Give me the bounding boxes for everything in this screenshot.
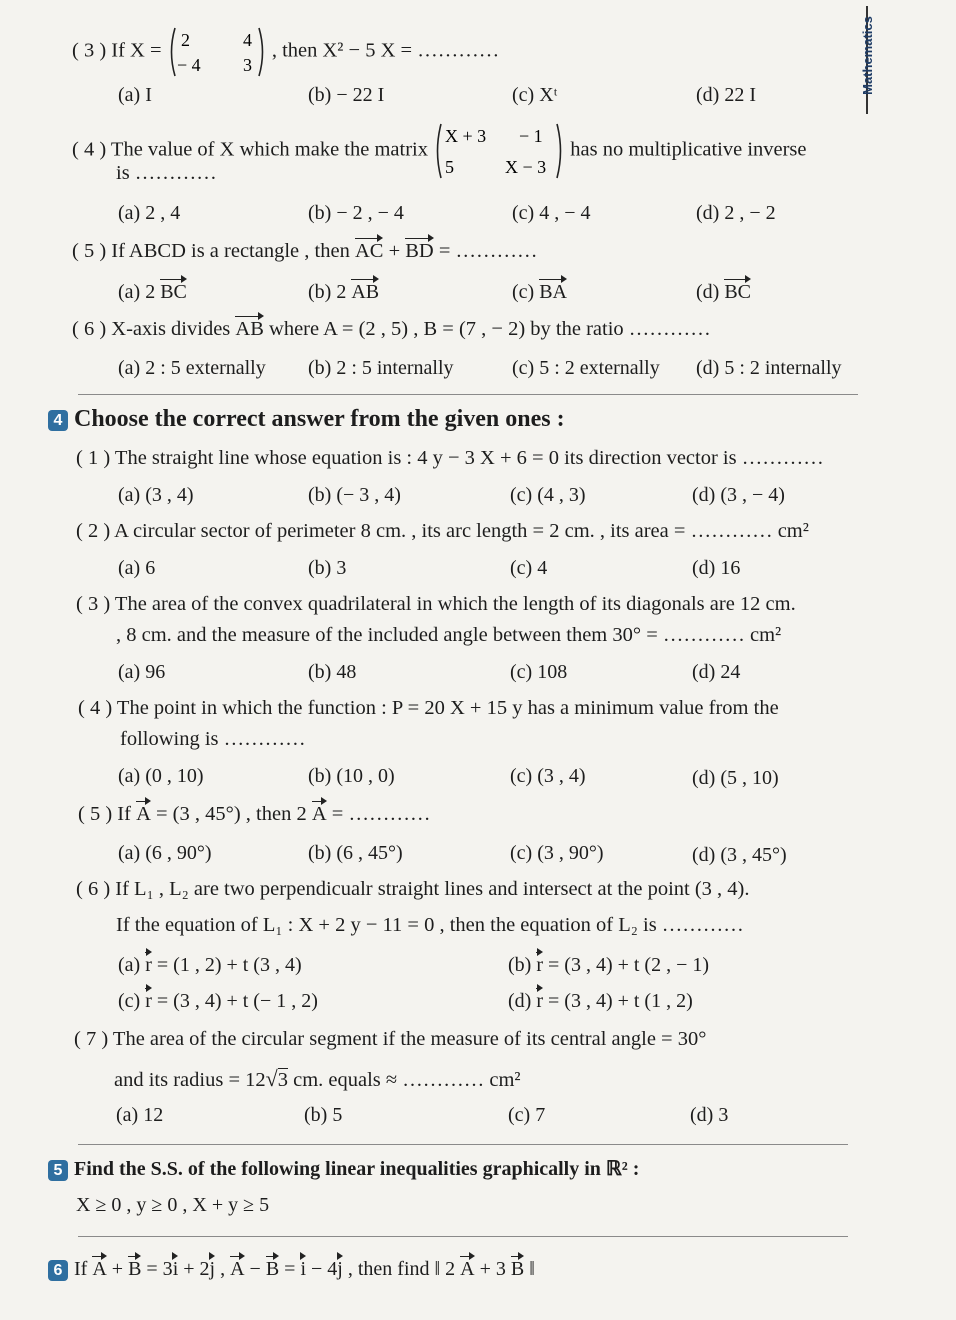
option-d[interactable]: (d) (3 , 45°) <box>692 844 787 866</box>
option-c[interactable]: (c) (4 , 3) <box>510 484 586 506</box>
s4-question-4 <box>78 697 779 720</box>
s4-question-6 <box>76 878 750 901</box>
option-b[interactable] <box>508 954 709 977</box>
section-5-heading <box>48 1156 639 1181</box>
option-d[interactable]: (d) (5 , 10) <box>692 767 779 789</box>
operator: = <box>284 1258 296 1280</box>
unit-vector-j: j <box>209 1258 216 1280</box>
option-expression: = (3 , 4) + t (− 1 , 2) <box>156 990 318 1012</box>
question-text: The area of the circular segment if the measure of its central angle = 30° <box>112 1028 707 1050</box>
section-title: Find the S.S. of the following linear inequalities graphically in ℝ² : <box>74 1158 640 1180</box>
section-6-question <box>48 1258 535 1281</box>
option-b[interactable]: (b) − 22 I <box>308 84 385 106</box>
option-expression: = (3 , 4) + t (2 , − 1) <box>548 954 710 976</box>
question-text: − 4 <box>311 1258 338 1280</box>
vector-b: B <box>265 1258 280 1280</box>
option-a[interactable]: (a) 6 <box>118 557 156 579</box>
question-text: = ………… <box>331 803 431 825</box>
option-b[interactable]: (b) (− 3 , 4) <box>308 484 401 506</box>
matrix-cell: 4 <box>242 30 252 50</box>
question-text: If L₁ , L₂ are two perpendicualr straight lines and intersect at the point (3 , 4). <box>115 878 750 900</box>
vector-a: A <box>92 1258 107 1280</box>
question-number: ( 7 ) <box>74 1028 109 1050</box>
question-number: ( 4 ) <box>72 138 107 161</box>
option-c[interactable]: (c) 5 : 2 externally <box>512 357 660 379</box>
option-a[interactable]: (a) 96 <box>118 661 166 683</box>
unit-vector-j: j <box>337 1258 343 1280</box>
s4-question-5 <box>78 803 430 826</box>
question-text-continuation: If the equation of L₁ : X + 2 y − 11 = 0 , then the equation of L₂ is ………… <box>116 914 744 936</box>
divider <box>78 1236 848 1237</box>
option-d[interactable]: (d) 22 I <box>696 84 756 106</box>
question-text: If ABCD is a rectangle , then <box>111 240 350 262</box>
section-title: Choose the correct answer from the given ones : <box>74 406 565 432</box>
question-text: If X = <box>111 39 162 62</box>
question-text-continuation: , 8 cm. and the measure of the included angle between them 30° = ………… cm² <box>116 624 782 646</box>
vector-a: A <box>460 1258 475 1280</box>
s4-question-3 <box>76 593 796 616</box>
question-text-continuation: following is ………… <box>120 728 306 750</box>
question-text: If <box>117 803 131 825</box>
question-text: If <box>74 1258 88 1280</box>
option-vector: BC <box>160 281 187 303</box>
vector-r: r <box>145 954 152 976</box>
matrix-cell: 3 <box>242 55 252 75</box>
option-c[interactable]: (c) 4 , − 4 <box>512 202 591 224</box>
option-vector: AB <box>351 281 380 303</box>
sqrt-symbol: √ <box>265 1066 278 1091</box>
question-text: = 3 <box>146 1258 173 1280</box>
option-b[interactable]: (b) − 2 , − 4 <box>308 202 404 224</box>
option-label: (d) <box>696 281 720 303</box>
divider <box>78 1144 848 1145</box>
question-text: where A = (2 , 5) , B = (7 , − 2) by the ratio ………… <box>269 318 711 340</box>
question-number: ( 5 ) <box>78 803 113 825</box>
vector-bd: BD <box>405 240 434 262</box>
matrix-cell: X + 3 <box>445 126 487 146</box>
option-c[interactable]: (c) Xᵗ <box>512 84 558 106</box>
question-top-3 <box>72 26 499 78</box>
vector-b: B <box>510 1258 525 1280</box>
vector-ab: AB <box>235 318 264 340</box>
section-number-badge: 4 <box>48 410 68 431</box>
operator: + <box>388 240 401 262</box>
divider <box>78 394 858 395</box>
matrix-cell: − 1 <box>519 126 543 146</box>
matrix-cell: 5 <box>445 157 455 177</box>
question-text: has no multiplicative inverse <box>570 138 807 161</box>
question-number: ( 6 ) <box>72 318 107 340</box>
question-text: , then X² − 5 X = ………… <box>271 39 500 62</box>
question-text: The area of the convex quadrilateral in which the length of its diagonals are 12 cm. <box>114 593 796 615</box>
question-number: ( 3 ) <box>72 39 107 62</box>
question-text: The point in which the function : P = 20 X + 15 y has a minimum value from the <box>116 697 779 719</box>
option-label: (c) <box>118 990 141 1012</box>
sqrt-radicand: 3 <box>277 1069 288 1091</box>
question-text: , then find ‖ 2 <box>347 1258 456 1280</box>
question-number: ( 6 ) <box>76 878 111 900</box>
vector-r: r <box>536 990 543 1012</box>
vector-a: A <box>136 803 151 825</box>
option-c[interactable] <box>512 281 567 304</box>
option-d[interactable]: (d) (3 , − 4) <box>692 484 785 506</box>
question-text: + 2 <box>183 1258 210 1280</box>
option-a[interactable]: (a) 2 , 4 <box>118 202 181 224</box>
option-c[interactable]: (c) 7 <box>508 1104 546 1126</box>
option-b[interactable]: (b) 3 <box>308 557 347 579</box>
option-a[interactable]: (a) (3 , 4) <box>118 484 194 506</box>
option-label: (b) 2 <box>308 281 347 303</box>
section-number-badge: 6 <box>48 1260 68 1281</box>
option-c[interactable]: (c) (3 , 4) <box>510 765 586 787</box>
question-number: ( 5 ) <box>72 240 107 262</box>
option-a[interactable] <box>118 954 302 977</box>
option-d[interactable]: (d) 3 <box>690 1104 729 1126</box>
subject-side-tab <box>859 6 892 114</box>
question-text-continuation: is ………… <box>116 162 217 184</box>
matrix-cell: 2 <box>180 30 190 50</box>
question-text: X-axis divides <box>111 318 231 340</box>
question-number: ( 1 ) <box>76 447 111 469</box>
question-text: and its radius = 12 <box>114 1069 266 1091</box>
operator: − <box>249 1258 261 1280</box>
option-b[interactable] <box>308 281 379 304</box>
option-label: (b) <box>508 954 532 976</box>
option-b[interactable]: (b) 5 <box>304 1104 343 1126</box>
option-a[interactable]: (a) I <box>118 84 152 106</box>
option-a[interactable]: (a) (0 , 10) <box>118 765 204 787</box>
vector-r: r <box>536 954 543 976</box>
vector-a: A <box>311 803 327 825</box>
vector-a: A <box>230 1258 245 1280</box>
option-c[interactable] <box>118 990 318 1013</box>
option-b[interactable]: (b) (6 , 45°) <box>308 842 403 864</box>
option-expression: = (3 , 4) + t (1 , 2) <box>548 990 693 1012</box>
option-a[interactable]: (a) 2 : 5 externally <box>118 357 266 379</box>
option-d[interactable]: (d) 2 , − 2 <box>696 202 776 224</box>
option-c[interactable]: (c) 108 <box>510 661 568 683</box>
option-label: (a) <box>118 954 141 976</box>
question-number: ( 2 ) <box>76 520 111 542</box>
s4-question-1 <box>76 447 824 470</box>
option-d[interactable]: (d) 24 <box>692 661 741 683</box>
question-text: = ………… <box>438 240 538 262</box>
option-c[interactable]: (c) (3 , 90°) <box>510 842 604 864</box>
question-text: The straight line whose equation is : 4 y − 3 X + 6 = 0 its direction vector is ………… <box>114 447 824 469</box>
option-a[interactable]: (a) (6 , 90°) <box>118 842 212 864</box>
inequalities-line: X ≥ 0 , y ≥ 0 , X + y ≥ 5 <box>76 1194 270 1216</box>
norm-bar: ‖ <box>529 1258 535 1280</box>
question-text: + 3 <box>479 1258 506 1280</box>
question-number: ( 4 ) <box>78 697 113 719</box>
section-number-badge: 5 <box>48 1160 68 1181</box>
option-d[interactable] <box>696 281 751 304</box>
option-d[interactable]: (d) 5 : 2 internally <box>696 357 842 379</box>
unit-vector-i: i <box>172 1258 179 1280</box>
matrix-singular <box>433 122 565 180</box>
option-a[interactable]: (a) 12 <box>116 1104 164 1126</box>
question-top-5 <box>72 240 538 263</box>
option-label: (c) <box>512 281 535 303</box>
separator: , <box>220 1258 226 1280</box>
question-text: = (3 , 45°) , then 2 <box>156 803 307 825</box>
question-text-continuation <box>114 1066 521 1092</box>
option-label: (d) <box>508 990 532 1012</box>
option-d[interactable]: (d) 16 <box>692 557 741 579</box>
matrix-x <box>167 26 267 78</box>
option-b[interactable]: (b) 2 : 5 internally <box>308 357 454 379</box>
option-b[interactable]: (b) 48 <box>308 661 357 683</box>
subject-label: Mathematics <box>859 16 875 95</box>
question-text: The value of X which make the matrix <box>110 138 428 161</box>
option-vector: BC <box>724 281 752 303</box>
option-expression: = (1 , 2) + t (3 , 4) <box>156 954 302 976</box>
vector-b: B <box>128 1258 142 1280</box>
option-label: (a) 2 <box>118 281 156 303</box>
s4-question-2 <box>76 520 809 543</box>
vector-r: r <box>145 990 152 1012</box>
option-vector: BA <box>539 281 567 303</box>
matrix-cell: X − 3 <box>505 157 547 177</box>
section-4-heading <box>48 406 565 433</box>
s4-question-7 <box>74 1028 706 1051</box>
option-b[interactable]: (b) (10 , 0) <box>308 765 395 787</box>
question-text: cm. equals ≈ ………… cm² <box>293 1069 521 1091</box>
unit-vector-i: i <box>300 1258 307 1280</box>
option-c[interactable]: (c) 4 <box>510 557 548 579</box>
option-a[interactable] <box>118 281 187 304</box>
option-d[interactable] <box>508 990 693 1013</box>
question-text: A circular sector of perimeter 8 cm. , its arc length = 2 cm. , its area = ………… cm² <box>114 520 809 542</box>
operator: + <box>111 1258 124 1280</box>
vector-ac: AC <box>354 240 384 262</box>
question-top-6 <box>72 318 711 341</box>
question-number: ( 3 ) <box>76 593 111 615</box>
matrix-cell: − 4 <box>176 55 201 75</box>
